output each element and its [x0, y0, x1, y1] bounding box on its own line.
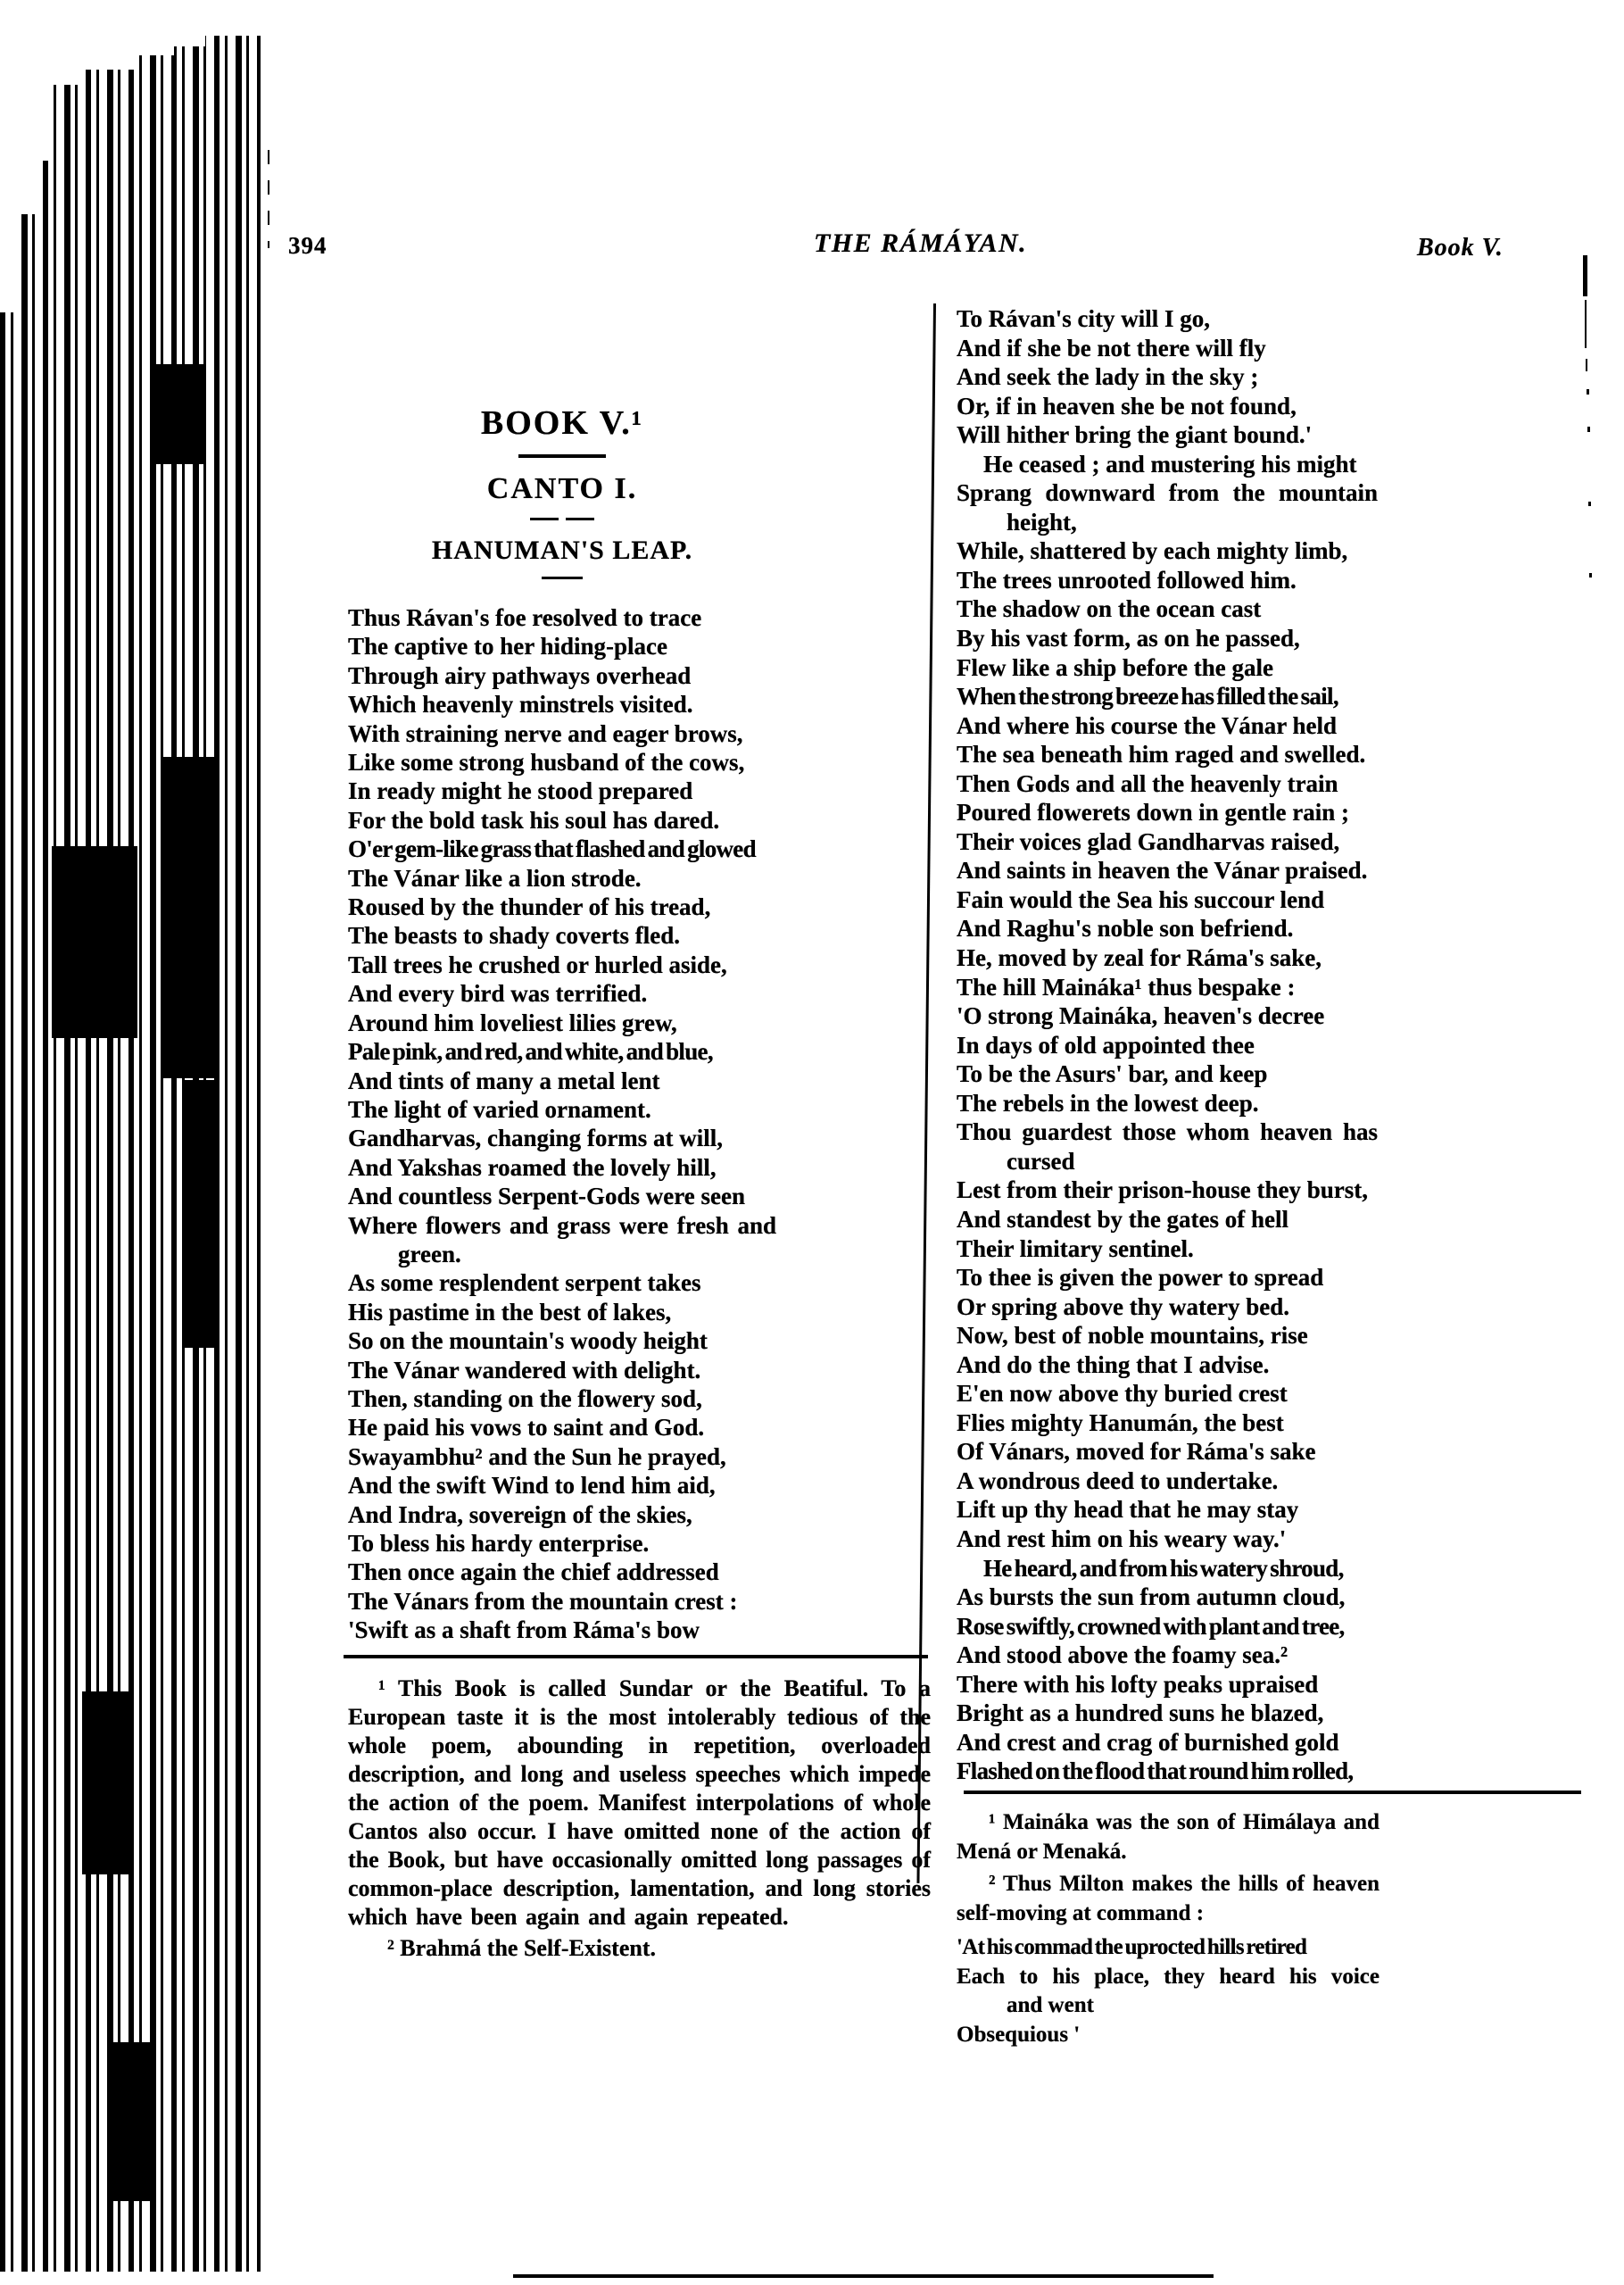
scan-edge-mark [1583, 255, 1587, 296]
footnote: ¹ Maináka was the son of Himálaya and Mená or Menaká. [957, 1810, 1380, 1864]
page-number: 394 [288, 232, 327, 259]
scan-edge-mark [1587, 389, 1589, 395]
right-footnotes [957, 1808, 1380, 2049]
poem-line: The light of varied ornament. [348, 1095, 651, 1123]
poem-line: To bless his hardy enterprise. [348, 1530, 650, 1557]
poem-line: Lest from their prison-house they burst, [957, 1176, 1369, 1204]
poem-line: And crest and crag of burnished gold [957, 1728, 1339, 1756]
poem-line: And Raghu's noble son befriend. [957, 915, 1294, 943]
poem-line: The sea beneath him raged and swelled. [957, 741, 1366, 769]
poem-line: To Rávan's city will I go, [957, 305, 1211, 332]
scan-stray-line [268, 150, 269, 248]
canto-title: HANUMAN'S LEAP. [431, 536, 693, 565]
scan-bottom-line [513, 2274, 1214, 2278]
poem-line: To be the Asurs' bar, and keep [957, 1060, 1268, 1088]
poem-line: Which heavenly minstrels visited. [348, 691, 693, 719]
heading-rule [518, 454, 606, 458]
poem-line: He heard, and from his watery shroud, [983, 1554, 1344, 1582]
poem-line: Bright as a hundred suns he blazed, [957, 1699, 1324, 1727]
scan-blotch [183, 1080, 214, 1348]
poem-line: The shadow on the ocean cast [957, 595, 1262, 623]
poem-line: 'Swift as a shaft from Ráma's bow [348, 1616, 700, 1644]
right-poem-column [957, 304, 1378, 1786]
poem-line: And rest him on his weary way.' [957, 1525, 1287, 1552]
footnote-rule [964, 1791, 1581, 1794]
poem-line: He, moved by zeal for Ráma's sake, [957, 944, 1322, 972]
footnote: ² Thus Milton makes the hills of heaven self-moving at command : [957, 1872, 1380, 1925]
poem-line: The Vánar wandered with delight. [348, 1356, 701, 1383]
poem-line: cursed [1007, 1147, 1075, 1175]
poem-line: While, shattered by each mighty limb, [957, 537, 1348, 565]
poem-line: When the strong breeze has filled the sail, [957, 683, 1338, 710]
footnote-quote [957, 1933, 1380, 2049]
poem-line: Through airy pathways overhead [348, 661, 692, 689]
poem-line: There with his lofty peaks upraised [957, 1670, 1319, 1698]
poem-line: He paid his vows to saint and God. [348, 1414, 705, 1442]
heading-rule [530, 518, 594, 520]
scan-edge-mark [1589, 573, 1592, 577]
footnote: ¹ This Book is called Sundar or the Beatiful. To a European taste it is the most intolerably tedious of the whole poem, abounding in repetition, overloaded description, and long and useless speeches which impede the action of the poem. Manifest interpolations of whole Cantos also occur. I have omitted none of the action of the Book, but have occasionally omitted long passages of common-place description, lamentation, and long stories which have been again and again repeated. [348, 1675, 931, 1930]
poem-line: The Vánars from the mountain crest : [348, 1587, 738, 1615]
poem-line: And do the thing that I advise. [957, 1350, 1270, 1378]
poem-line: O'er gem-like grass that flashed and glowed [348, 835, 756, 863]
poem-line: Tall trees he crushed or hurled aside, [348, 951, 727, 978]
poem-line: Then once again the chief addressed [348, 1558, 719, 1586]
poem-line: Thou guardest those whom heaven has [957, 1118, 1378, 1146]
poem-line: Swayambhu² and the Sun he prayed, [348, 1442, 726, 1470]
book-heading: BOOK V.¹ [480, 404, 644, 442]
poem-line: The beasts to shady coverts fled. [348, 922, 680, 950]
scan-blotch [82, 1691, 134, 1874]
column-divider-rule [916, 303, 936, 1883]
poem-line: Each to his place, they heard his voice [957, 1964, 1380, 1989]
poem-line: And Indra, sovereign of the skies, [348, 1500, 692, 1528]
poem-line: Pale pink, and red, and white, and blue, [348, 1038, 713, 1066]
poem-line: And stood above the foamy sea.² [957, 1641, 1288, 1669]
poem-line: And tints of many a metal lent [348, 1067, 660, 1094]
poem-line: For the bold task his soul has dared. [348, 806, 720, 834]
poem-line: And the swift Wind to lend him aid, [348, 1472, 716, 1500]
poem-line: With straining nerve and eager brows, [348, 719, 743, 747]
poem-line: Then Gods and all the heavenly train [957, 769, 1338, 797]
poem-line: To thee is given the power to spread [957, 1264, 1324, 1292]
poem-line: The rebels in the lowest deep. [957, 1089, 1259, 1117]
poem-line: And standest by the gates of hell [957, 1205, 1289, 1233]
poem-line: By his vast form, as on he passed, [957, 625, 1300, 652]
poem-line: Poured flowerets down in gentle rain ; [957, 799, 1349, 827]
poem-line: Fain would the Sea his succour lend [957, 885, 1325, 913]
heading-rule [542, 577, 583, 579]
poem-line: So on the mountain's woody height [348, 1327, 708, 1355]
left-footnotes [348, 1674, 931, 1963]
poem-line: Gandharvas, changing forms at will, [348, 1125, 724, 1152]
scan-blotch [111, 2042, 150, 2201]
poem-line: Or, if in heaven she be not found, [957, 392, 1297, 420]
poem-line: And saints in heaven the Vánar praised. [957, 857, 1368, 885]
poem-line: Will hither bring the giant bound.' [957, 421, 1313, 449]
scan-edge-mark [1587, 427, 1590, 432]
poem-line: Flashed on the flood that round him rolled, [957, 1757, 1354, 1785]
poem-line: height, [1007, 508, 1077, 536]
scan-blotch [52, 846, 137, 1038]
scan-blotch [150, 364, 203, 464]
poem-line: And Yakshas roamed the lovely hill, [348, 1153, 717, 1181]
poem-line: Their voices glad Gandharvas raised, [957, 827, 1340, 855]
poem-line: In ready might he stood prepared [348, 777, 693, 805]
poem-line: A wondrous deed to undertake. [957, 1467, 1279, 1494]
poem-line: Then, standing on the flowery sod, [348, 1384, 702, 1412]
poem-line: The hill Maináka¹ thus bespake : [957, 973, 1296, 1001]
poem-line: Roused by the thunder of his tread, [348, 893, 711, 921]
footnote-rule [344, 1655, 928, 1658]
poem-line: green. [398, 1240, 461, 1267]
poem-line: 'At his commad the uprocted hills retired [957, 1935, 1307, 1959]
scan-edge-mark [1586, 359, 1587, 371]
poem-line: 'O strong Maináka, heaven's decree [957, 1002, 1325, 1030]
poem-line: In days of old appointed thee [957, 1031, 1255, 1059]
scan-blotch [162, 757, 214, 1078]
running-header-title: THE RÁMÁYAN. [814, 228, 1028, 258]
poem-line: Their limitary sentinel. [957, 1234, 1194, 1262]
poem-line: And if she be not there will fly [957, 334, 1266, 361]
poem-line: Flew like a ship before the gale [957, 653, 1273, 681]
poem-line: As bursts the sun from autumn cloud, [957, 1583, 1346, 1611]
poem-line: And every bird was terrified. [348, 980, 648, 1008]
left-poem-column [348, 603, 776, 1645]
poem-line: Where flowers and grass were fresh and [348, 1211, 776, 1239]
poem-line: The trees unrooted followed him. [957, 566, 1297, 594]
poem-line: And where his course the Vánar held [957, 711, 1338, 739]
poem-line: E'en now above thy buried crest [957, 1380, 1288, 1408]
poem-line: The captive to her hiding-place [348, 633, 668, 661]
poem-line: Like some strong husband of the cows, [348, 749, 745, 777]
poem-line: His pastime in the best of lakes, [348, 1298, 672, 1325]
poem-line: Rose swiftly, crowned with plant and tree, [957, 1612, 1345, 1640]
running-header-book: Book V. [1417, 234, 1504, 262]
scan-edge-mark [1588, 502, 1591, 506]
scan-edge-mark [1585, 300, 1587, 348]
poem-line: Thus Rávan's foe resolved to trace [348, 604, 702, 631]
footnote: ² Brahmá the Self-Existent. [387, 1935, 656, 1961]
poem-line: Of Vánars, moved for Ráma's sake [957, 1438, 1316, 1466]
poem-line: and went [1007, 1993, 1094, 2017]
poem-line: Or spring above thy watery bed. [957, 1292, 1290, 1320]
poem-line: Sprang downward from the mountain [957, 479, 1378, 507]
left-column-headings [348, 403, 776, 579]
poem-line: As some resplendent serpent takes [348, 1269, 701, 1297]
poem-line: Now, best of noble mountains, rise [957, 1322, 1308, 1350]
poem-line: Obsequious ' [957, 2022, 1081, 2047]
poem-line: The Vánar like a lion strode. [348, 864, 642, 892]
poem-line: Around him loveliest lilies grew, [348, 1009, 677, 1036]
poem-line: Flies mighty Hanumán, the best [957, 1408, 1284, 1436]
poem-line: And countless Serpent-Gods were seen [348, 1183, 745, 1210]
poem-line: And seek the lady in the sky ; [957, 363, 1259, 391]
canto-heading: CANTO I. [486, 472, 638, 505]
poem-line: He ceased ; and mustering his might [983, 450, 1357, 478]
scan-gutter-band [0, 36, 261, 2272]
poem-line: Lift up thy head that he may stay [957, 1496, 1299, 1524]
